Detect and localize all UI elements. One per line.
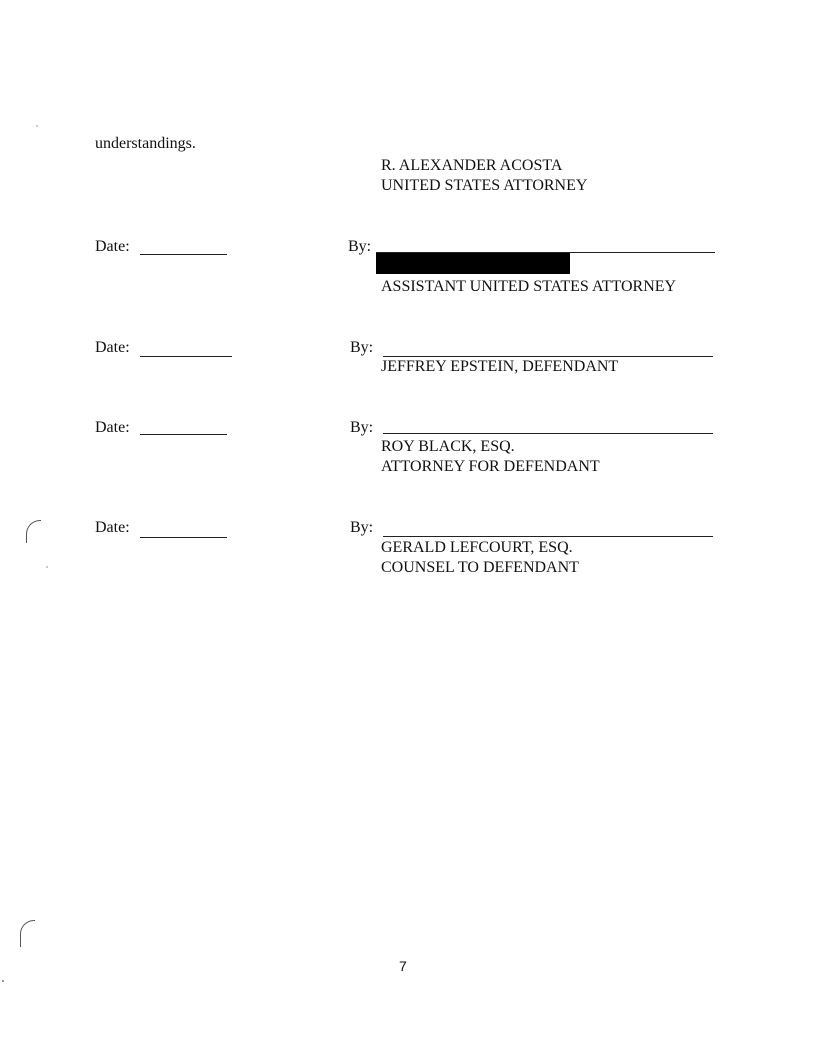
by-label: By: bbox=[348, 238, 372, 255]
date-label: Date: bbox=[95, 419, 130, 436]
date-label: Date: bbox=[95, 339, 130, 356]
scan-speck bbox=[46, 566, 48, 568]
signatory-role: COUNSEL TO DEFENDANT bbox=[381, 559, 579, 576]
signatory-name: ROY BLACK, ESQ. bbox=[381, 438, 515, 455]
signatory-role: JEFFREY EPSTEIN, DEFENDANT bbox=[381, 358, 619, 375]
date-line bbox=[140, 537, 227, 538]
signatory-name: R. ALEXANDER ACOSTA bbox=[381, 157, 563, 174]
date-label: Date: bbox=[95, 519, 130, 536]
date-line bbox=[140, 434, 227, 435]
signature-line bbox=[383, 536, 713, 537]
intro-text: understandings. bbox=[95, 135, 196, 152]
signatory-role: ATTORNEY FOR DEFENDANT bbox=[381, 458, 600, 475]
margin-mark bbox=[20, 920, 35, 947]
scan-speck bbox=[36, 125, 38, 127]
by-label: By: bbox=[350, 339, 374, 356]
signature-line bbox=[383, 433, 713, 434]
date-line bbox=[140, 356, 232, 357]
signatory-name: GERALD LEFCOURT, ESQ. bbox=[381, 539, 573, 556]
signatory-role: ASSISTANT UNITED STATES ATTORNEY bbox=[381, 278, 677, 295]
redaction-bar bbox=[376, 253, 570, 274]
by-label: By: bbox=[350, 419, 374, 436]
date-line bbox=[140, 254, 227, 255]
margin-mark bbox=[26, 520, 41, 543]
signatory-title: UNITED STATES ATTORNEY bbox=[381, 177, 588, 194]
date-label: Date: bbox=[95, 238, 130, 255]
scan-speck bbox=[2, 980, 4, 982]
by-label: By: bbox=[350, 519, 374, 536]
page-number: 7 bbox=[399, 958, 407, 974]
